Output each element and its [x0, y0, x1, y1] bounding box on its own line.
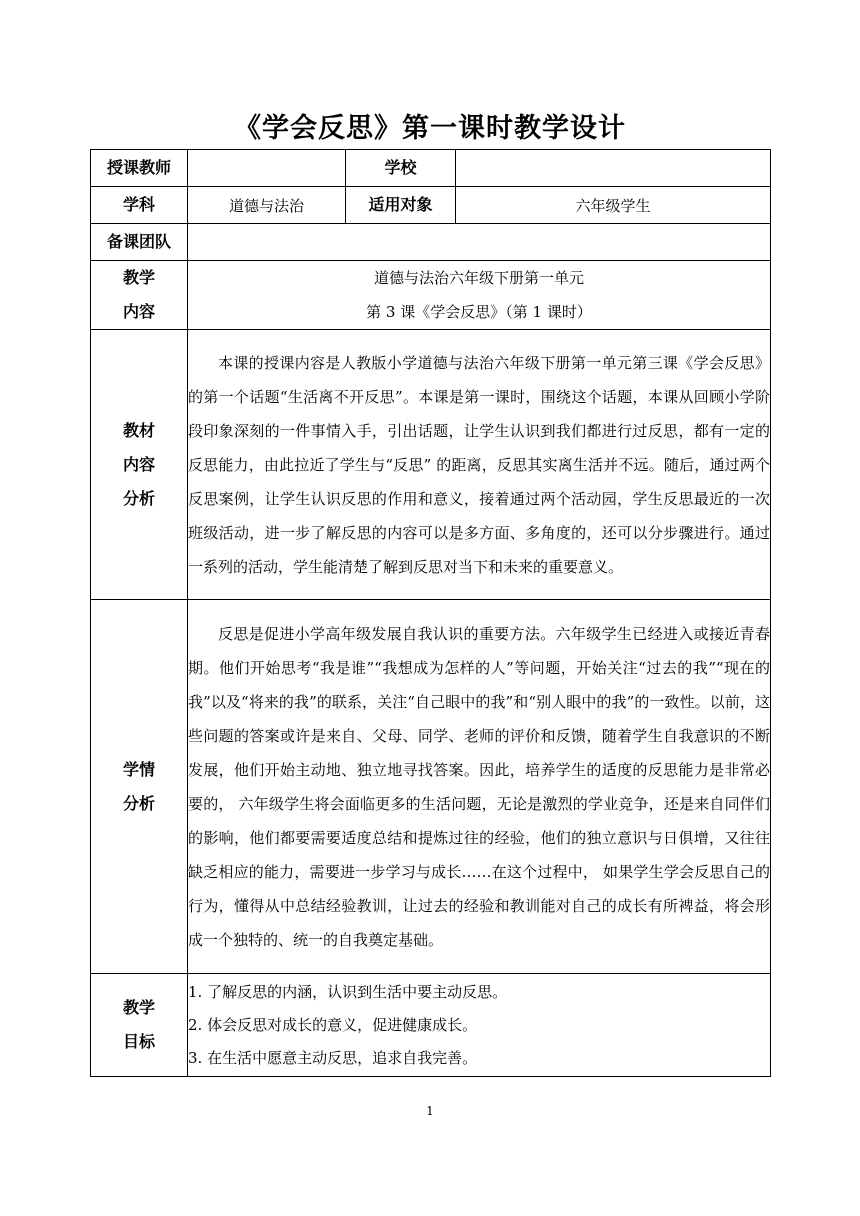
material-analysis-cell: [188, 330, 771, 600]
subject-value[interactable]: 道德与法治: [188, 187, 346, 224]
goals-cell: [188, 974, 771, 1077]
row-goals: [91, 974, 771, 1077]
content-line1: 道德与法治六年级下册第一单元: [373, 269, 584, 287]
label-content: [91, 261, 188, 330]
team-value[interactable]: [188, 224, 771, 261]
row-student-analysis: [91, 600, 771, 974]
row-material-analysis: [91, 330, 771, 600]
label-subject: 学科: [91, 187, 188, 224]
goal-item: 3. 在生活中愿意主动反思，追求自我完善。: [188, 1048, 478, 1067]
label-student-line2: 分析: [122, 793, 155, 813]
label-student-analysis: [91, 600, 188, 974]
label-audience: 适用对象: [346, 187, 456, 224]
row-content: [91, 261, 771, 330]
label-material-line2: 内容: [122, 454, 155, 474]
goal-item: 1. 了解反思的内涵，认识到生活中要主动反思。: [188, 982, 508, 1001]
row-subject-audience: [91, 187, 771, 224]
label-team: 备课团队: [91, 224, 188, 261]
label-teacher: 授课教师: [91, 150, 188, 187]
row-teacher-school: [91, 150, 771, 187]
teacher-value[interactable]: [188, 150, 346, 187]
label-material-analysis: [91, 330, 188, 600]
label-material-line3: 分析: [122, 488, 155, 508]
label-school: 学校: [346, 150, 456, 187]
label-material-line1: 教材: [122, 420, 155, 440]
content-value: [188, 261, 771, 330]
lesson-plan-table: [90, 149, 771, 1077]
label-goals: [91, 974, 188, 1077]
student-analysis-text: 反思是促进小学高年级发展自我认识的重要方法。六年级学生已经进入或接近青春期。他们开始思考“我是谁”“我想成为怎样的人”等问题，开始关注“过去的我”“现在的我”以及“将来的我”的联系，关注“自己眼中的我”和“别人眼中的我”的一致性。以前，这些问题的答案或许是来自、父母、同学、老师的评价和反馈，随着学生自我意识的不断发展，他们开始主动地、独立地寻找答案。因此，培养学生的适度的反思能力是非常必要的， 六年级学生将会面临更多的生活问题，无论是激烈的学业竞争，还是来自同伴们的影响，他们都要需要适度总结和提炼过往的经验，他们的独立意识与日俱增，又往往缺乏相应的能力，需要进一步学习与成长……在这个过程中， 如果学生学会反思自己的行为，懂得从中总结经验教训，让过去的经验和教训能对自己的成长有所裨益，将会形成一个独特的、统一的自我奠定基础。: [188, 624, 770, 949]
audience-value[interactable]: 六年级学生: [456, 187, 771, 224]
row-team: [91, 224, 771, 261]
school-value[interactable]: [456, 150, 771, 187]
label-student-line1: 学情: [122, 759, 155, 779]
content-line2: 第 3 课《学会反思》（第 1 课时）: [366, 303, 592, 321]
goal-item: 2. 体会反思对成长的意义，促进健康成长。: [188, 1015, 478, 1034]
label-goals-line1: 教学: [122, 998, 155, 1017]
material-analysis-text: 本课的授课内容是人教版小学道德与法治六年级下册第一单元第三课《学会反思》的第一个话题“生活离不开反思”。本课是第一课时，围绕这个话题，本课从回顾小学阶段印象深刻的一件事情入手，引出话题，让学生认识到我们都进行过反思，都有一定的反思能力，由此拉近了学生与“反思” 的距离，反思其实离生活并不远。随后，通过两个反思案例，让学生认识反思的作用和意义，接着通过两个活动园，学生反思最近的一次班级活动，进一步了解反思的内容可以是多方面、多角度的，还可以分步骤进行。通过一系列的活动，学生能清楚了解到反思对当下和未来的重要意义。: [188, 353, 770, 576]
page-number: 1: [426, 1104, 434, 1118]
label-content-line2: 内容: [122, 302, 155, 321]
student-analysis-cell: [188, 600, 771, 974]
page-title: 《学会反思》第一课时教学设计: [234, 113, 626, 144]
label-content-line1: 教学: [122, 268, 155, 287]
label-goals-line2: 目标: [122, 1032, 155, 1051]
